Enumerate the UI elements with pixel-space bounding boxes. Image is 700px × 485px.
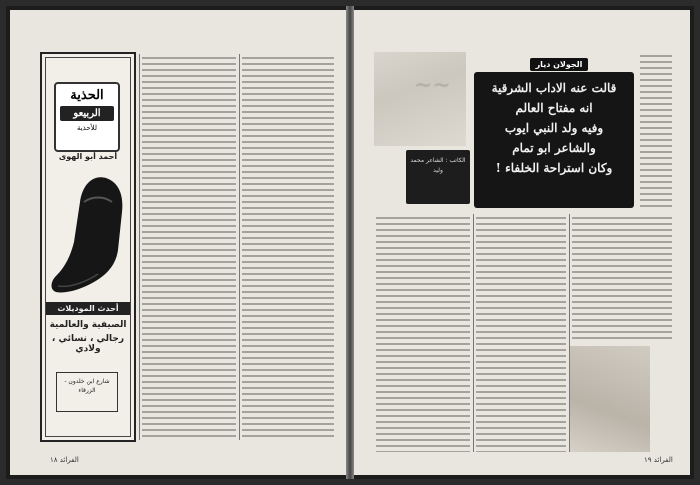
shoe-image <box>48 172 128 302</box>
text-column <box>376 214 470 452</box>
column-rule <box>139 54 140 440</box>
author-byline: الكاتب : الشاعر محمد وليد <box>406 150 470 204</box>
faded-photo <box>374 52 466 146</box>
page-folio: الفرائد ١٩ <box>644 456 673 464</box>
binding-gutter <box>346 6 354 479</box>
shoe-advertisement <box>40 52 136 442</box>
headline-line: انه مفتاح العالم <box>515 101 593 115</box>
article-headline <box>474 72 634 208</box>
headline-line: وفيه ولد النبي ايوب <box>504 121 604 135</box>
ad-address: شارع ابن خلدون - الزرقاء <box>56 372 118 412</box>
magazine-spread <box>6 6 694 479</box>
brand-logo <box>54 82 120 152</box>
brand-top-text: الحذية <box>70 88 104 103</box>
text-column <box>572 214 672 342</box>
faded-photo <box>570 346 650 452</box>
section-kicker: الجولان ديار <box>530 58 588 71</box>
brand-name: الربيعو <box>60 106 114 121</box>
column-rule <box>239 54 240 440</box>
text-column <box>476 214 566 452</box>
headline-line: قالت عنه الاداب الشرقية <box>491 81 617 95</box>
ad-tagline-2 <box>46 320 130 354</box>
text-column <box>142 54 236 440</box>
headline-line: وكان استراحة الخلفاء ! <box>495 161 613 175</box>
ad-tagline-2-text: الصيفية والعالمية <box>49 320 127 330</box>
brand-sub: للأحذية <box>76 124 97 132</box>
column-rule <box>473 214 474 452</box>
watermark-decoration: ~~ <box>414 72 451 98</box>
page-folio: الفرائد ١٨ <box>50 456 79 464</box>
headline-line: والشاعر ابو تمام <box>512 141 596 155</box>
ad-owner: أحمد أبو الهوى <box>58 152 118 161</box>
ad-categories: رجالي ، نسائي ، ولادي <box>51 334 125 354</box>
text-column <box>640 52 672 208</box>
ad-tagline: أحدث الموديلات <box>46 302 130 315</box>
right-page <box>354 10 690 475</box>
left-page <box>10 10 346 475</box>
text-column <box>242 54 334 440</box>
